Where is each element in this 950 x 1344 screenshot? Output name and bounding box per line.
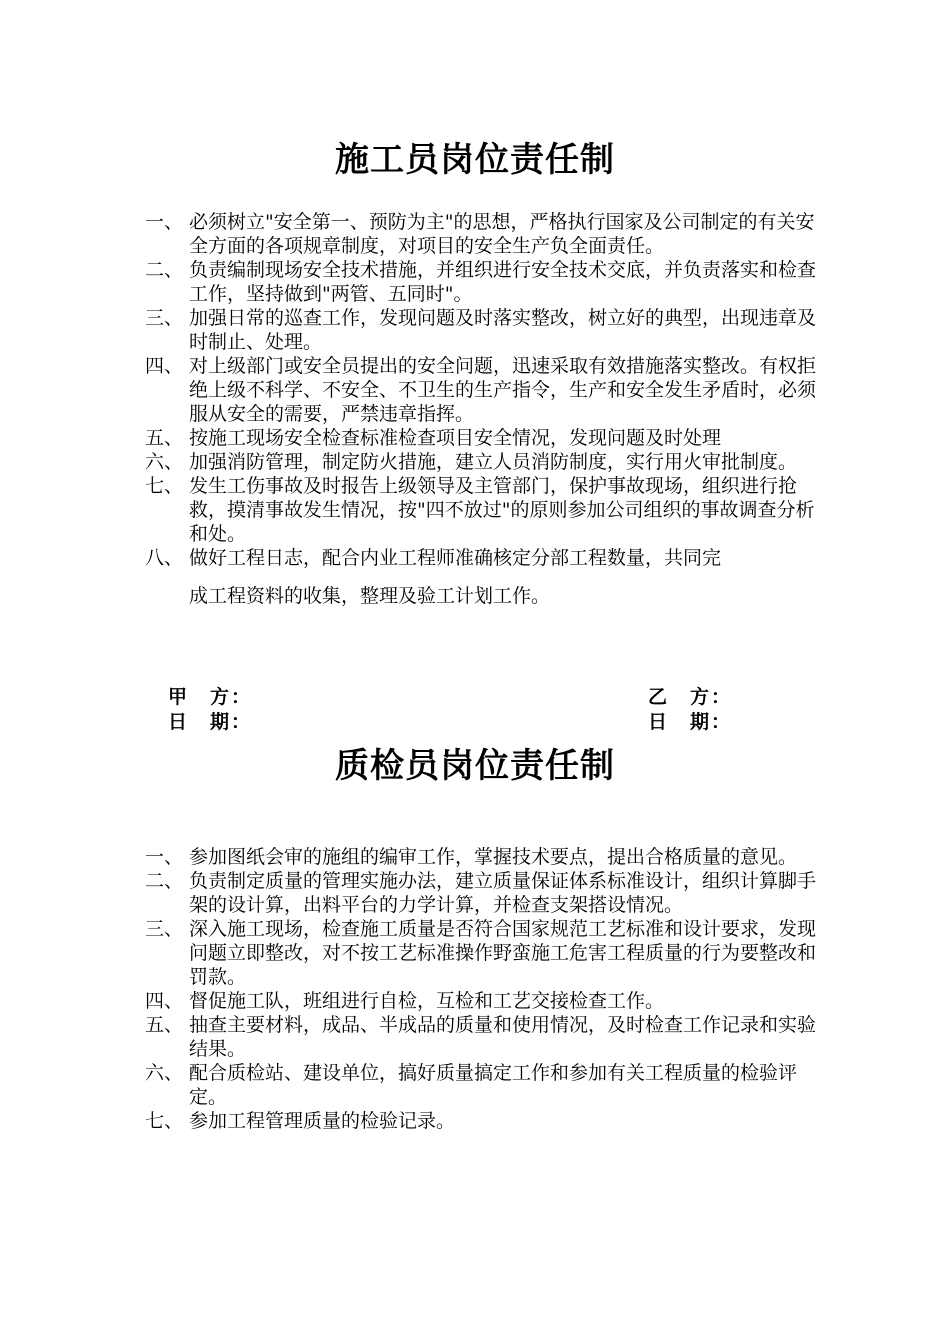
list-item [145,869,825,917]
list-item [145,474,825,546]
list-item [145,426,825,450]
item-number: 一、 [145,211,184,233]
item-number: 八、 [145,547,184,569]
section1-list [145,210,825,608]
party-a-label: 甲 方： [168,686,253,708]
item-text: 加强日常的巡查工作，发现问题及时落实整改，树立好的典型，出现违章及时制止、处理。 [189,307,817,353]
list-item [145,546,825,608]
item-text: 负责制定质量的管理实施办法，建立质量保证体系标准设计，组织计算脚手架的设计算，出料平台的力学计算，并检查支架搭设情况。 [189,870,817,916]
item-text: 做好工程日志，配合内业工程师准确核定分部工程数量，共同完 [189,547,722,569]
list-item [145,917,825,989]
item-text: 必须树立"安全第一、预防为主"的思想，严格执行国家及公司制定的有关安全方面的各项规章制度，对项目的安全生产负全面责任。 [189,211,815,257]
item-text: 加强消防管理，制定防火措施，建立人员消防制度，实行用火审批制度。 [189,451,798,473]
item-number: 三、 [145,307,184,329]
item-number: 七、 [145,475,184,497]
date-a-label: 日 期： [168,711,253,733]
item-number: 七、 [145,1110,184,1132]
section1-title: 施工员岗位责任制 [335,140,615,180]
section2-list [145,845,825,1133]
item-number: 四、 [145,990,184,1012]
list-item [145,450,825,474]
item-text: 负责编制现场安全技术措施，并组织进行安全技术交底，并负责落实和检查工作，坚持做到"两管、五同时"。 [189,259,817,305]
item-text: 参加图纸会审的施组的编审工作，掌握技术要点，提出合格质量的意见。 [189,846,798,868]
item-number: 二、 [145,870,184,892]
section2-title: 质检员岗位责任制 [335,746,615,786]
list-item [145,989,825,1013]
item-text-continuation: 成工程资料的收集，整理及验工计划工作。 [189,585,551,607]
item-number: 五、 [145,1014,184,1036]
item-number: 六、 [145,451,184,473]
list-item [145,845,825,869]
item-text: 深入施工现场，检查施工质量是否符合国家规范工艺标准和设计要求，发现问题立即整改，对不按工艺标准操作野蛮施工危害工程质量的行为要整改和罚款。 [189,918,817,988]
item-text: 抽查主要材料，成品、半成品的质量和使用情况，及时检查工作记录和实验结果。 [189,1014,817,1060]
list-item [145,1109,825,1133]
item-number: 二、 [145,259,184,281]
item-text: 按施工现场安全检查标准检查项目安全情况，发现问题及时处理 [189,427,722,449]
item-text: 对上级部门或安全员提出的安全问题，迅速采取有效措施落实整改。有权拒绝上级不科学、不安全、不卫生的生产指令，生产和安全发生矛盾时，必须服从安全的需要，严禁违章指挥。 [189,355,817,425]
list-item [145,1013,825,1061]
item-text: 督促施工队，班组进行自检，互检和工艺交接检查工作。 [189,990,665,1012]
date-b-label: 日 期： [648,711,733,733]
item-number: 六、 [145,1062,184,1084]
list-item [145,1061,825,1109]
item-number: 三、 [145,918,184,940]
list-item [145,258,825,306]
list-item [145,306,825,354]
party-b-label: 乙 方： [648,686,733,708]
list-item [145,210,825,258]
item-text: 配合质检站、建设单位，搞好质量搞定工作和参加有关工程质量的检验评定。 [189,1062,798,1108]
item-text: 发生工伤事故及时报告上级领导及主管部门，保护事故现场，组织进行抢救，摸清事故发生情况，按"四不放过"的原则参加公司组织的事故调查分析和处。 [189,475,815,545]
item-number: 五、 [145,427,184,449]
item-number: 一、 [145,846,184,868]
list-item [145,354,825,426]
item-text: 参加工程管理质量的检验记录。 [189,1110,456,1132]
item-number: 四、 [145,355,184,377]
